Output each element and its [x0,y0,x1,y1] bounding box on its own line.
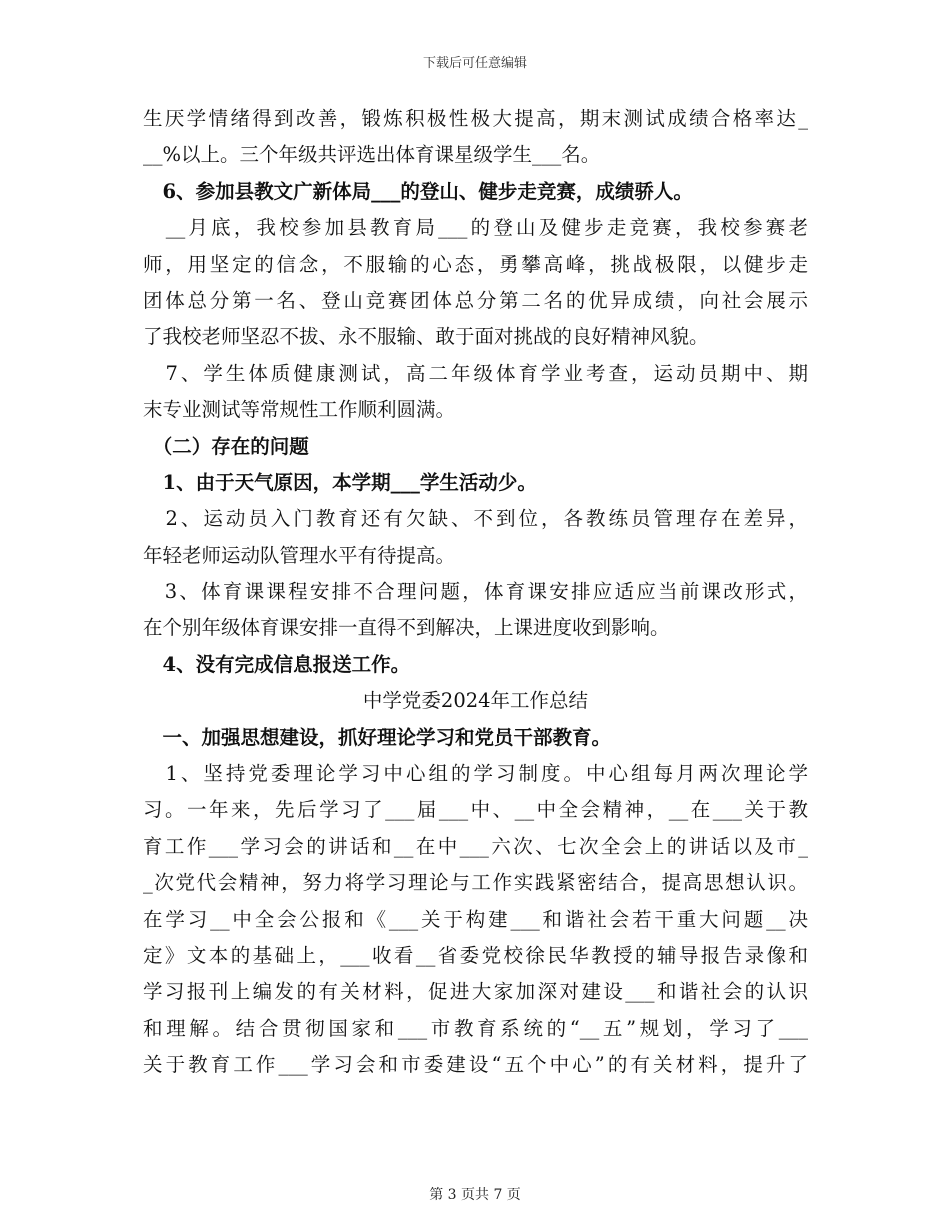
text-line: 定》文本的基础上，___收看__省委党校徐民华教授的辅导报告录像和 [143,943,808,967]
text-line: 和理解。结合贯彻国家和___市教育系统的“__五”规划，学习了___ [143,1016,808,1040]
text-line: 团体总分第一名、登山竞赛团体总分第二名的优异成绩，向社会展示 [143,288,808,312]
text-line: 2、运动员入门教育还有欠缺、不到位，各教练员管理存在差异， [143,507,808,531]
text-line: 1、坚持党委理论学习中心组的学习制度。中心组每月两次理论学 [143,762,808,786]
page-header: 下载后可任意编辑 [422,56,527,71]
text-line: 在学习__中全会公报和《___关于构建___和谐社会若干重大问题__决 [143,907,808,931]
text-line: __%以上。三个年级共评选出体育课星级学生___名。 [143,143,601,167]
text-line: 末专业测试等常规性工作顺利圆满。 [143,398,456,422]
text-line: 习。一年来，先后学习了___届___中、__中全会精神，__在___关于教 [143,798,808,822]
text-line: 育工作___学习会的讲话和__在中___六次、七次全会上的讲话以及市_ [143,834,808,858]
text-line: _次党代会精神，努力将学习理论与工作实践紧密结合，提高思想认识。 [143,871,808,895]
text-line: 师，用坚定的信念，不服输的心态，勇攀高峰，挑战极限，以健步走 [143,252,808,276]
text-line: 6、参加县教文广新体局___的登山、健步走竞赛，成绩骄人。 [143,179,693,203]
text-line: 3、体育课课程安排不合理问题，体育课安排应适应当前课改形式， [143,580,808,604]
text-line: 年轻老师运动队管理水平有待提高。 [143,543,456,567]
text-line: （二）存在的问题 [143,434,309,458]
document-body [143,101,808,1084]
text-line: 关于教育工作___学习会和市委建设“五个中心”的有关材料，提升了 [143,1053,808,1077]
text-line: __月底，我校参加县教育局___的登山及健步走竞赛，我校参赛老 [143,216,808,240]
text-line: 4、没有完成信息报送工作。 [143,652,411,676]
page-footer: 第 3 页共 7 页 [429,1187,521,1203]
text-line: 学习报刊上编发的有关材料，促进大家加深对建设___和谐社会的认识 [143,980,808,1004]
text-line: 中学党委2024年工作总结 [362,689,589,713]
text-line: 7、学生体质健康测试，高二年级体育学业考查，运动员期中、期 [143,361,808,385]
text-line: 1、由于天气原因，本学期___学生活动少。 [143,470,537,494]
text-line: 生厌学情绪得到改善，锻炼积极性极大提高，期末测试成绩合格率达_ [143,107,808,130]
text-line: 在个别年级体育课安排一直得不到解决，上课进度收到影响。 [143,616,670,640]
text-line: 一、加强思想建设，抓好理论学习和党员干部教育。 [143,725,612,749]
text-line: 了我校老师坚忍不拔、永不服输、敢于面对挑战的良好精神风貌。 [143,325,709,349]
